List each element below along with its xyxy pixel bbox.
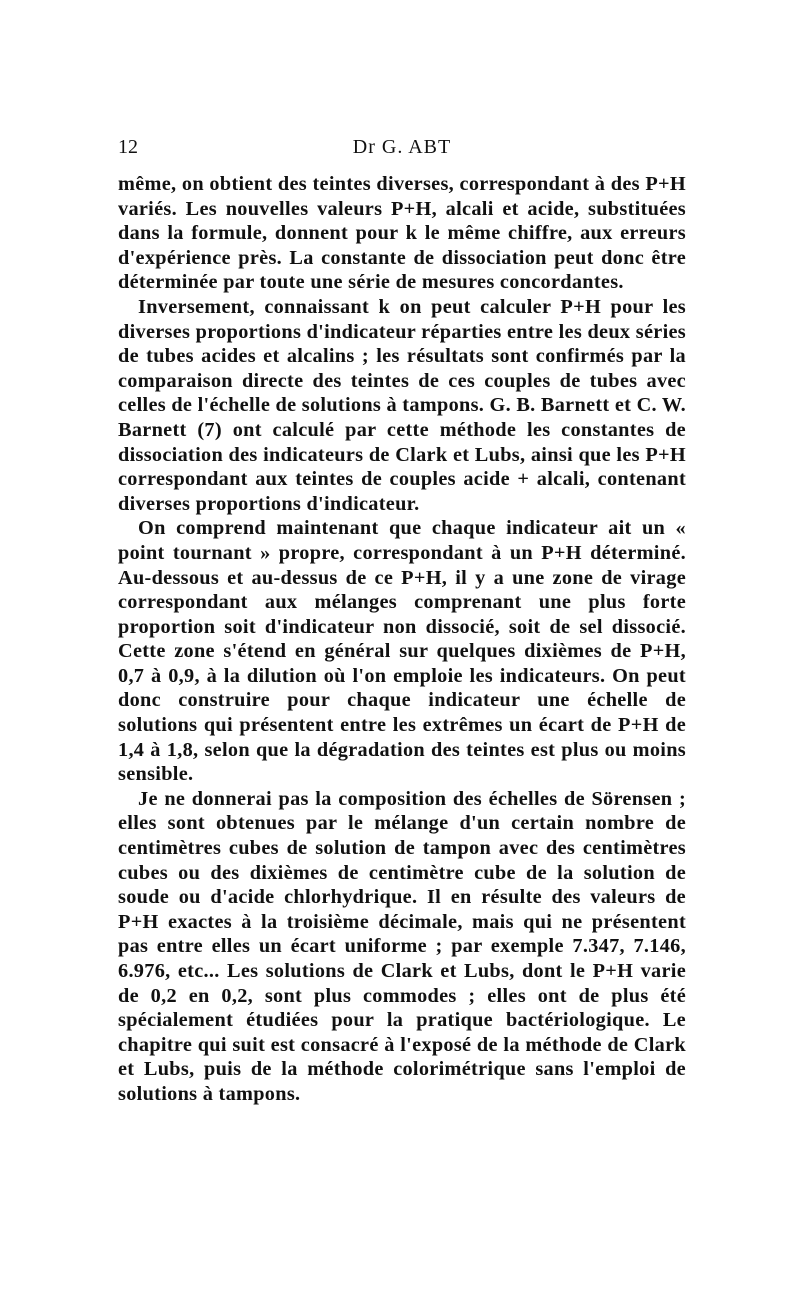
running-header	[118, 136, 686, 162]
paragraph-1: même, on obtient des teintes diverses, correspondant à des P+H variés. Les nouvelles valeurs P+H, alcali et acide, substituées dans la formule, donnent pour k le même chiffre, aux erreurs d'expérience près. La constante de dissociation peut donc être déterminée par toute une série de mesures concordantes.	[118, 173, 686, 294]
running-title: Dr G. ABT	[352, 136, 452, 158]
page-number: 12	[118, 136, 138, 158]
paragraph-2: Inversement, connaissant k on peut calculer P+H pour les diverses proportions d'indicateur réparties entre les deux séries de tubes acides et alcalins ; les résultats sont confirmés par la comparaison directe des teintes de ces couples de tubes avec celles de l'échelle de solutions à tampons. G. B. Barnett et C. W. Barnett (7) ont calculé par cette méthode les constantes de dissociation des indicateurs de Clark et Lubs, ainsi que les P+H correspondant aux teintes de couples acide + alcali, contenant diverses proportions d'indicateur.	[118, 295, 686, 515]
paragraph-4: Je ne donnerai pas la composition des échelles de Sörensen ; elles sont obtenues par le mélange d'un certain nombre de centimètres cubes de solution de tampon avec des centimètres cubes ou des dixièmes de centimètre cube de la solution de soude ou d'acide chlorhydrique. Il en résulte des valeurs de P+H exactes à la troisième décimale, mais qui ne présentent pas entre elles un écart uniforme ; par exemple 7.347, 7.146, 6.976, etc... Les solutions de Clark et Lubs, dont le P+H varie de 0,2 en 0,2, sont plus commodes ; elles ont de plus été spécialement étudiées pour la pratique bactériologique. Le chapitre qui suit est consacré à l'exposé de la méthode de Clark et Lubs, puis de la méthode colorimétrique sans l'emploi de solutions à tampons.	[118, 787, 686, 1105]
paragraph-3: On comprend maintenant que chaque indicateur ait un « point tournant » propre, correspondant à un P+H déterminé. Au-dessous et au-dessus de ce P+H, il y a une zone de virage correspondant aux mélanges comprenant une plus forte proportion soit d'indicateur non dissocié, soit de sel dissocié. Cette zone s'étend en général sur quelques dixièmes de P+H, 0,7 à 0,9, à la dilution où l'on emploie les indicateurs. On peut donc construire pour chaque indicateur une échelle de solutions qui présentent entre les extrêmes un écart de P+H de 1,4 à 1,8, selon que la dégradation des teintes est plus ou moins sensible.	[118, 517, 686, 786]
body-text	[118, 172, 686, 1107]
